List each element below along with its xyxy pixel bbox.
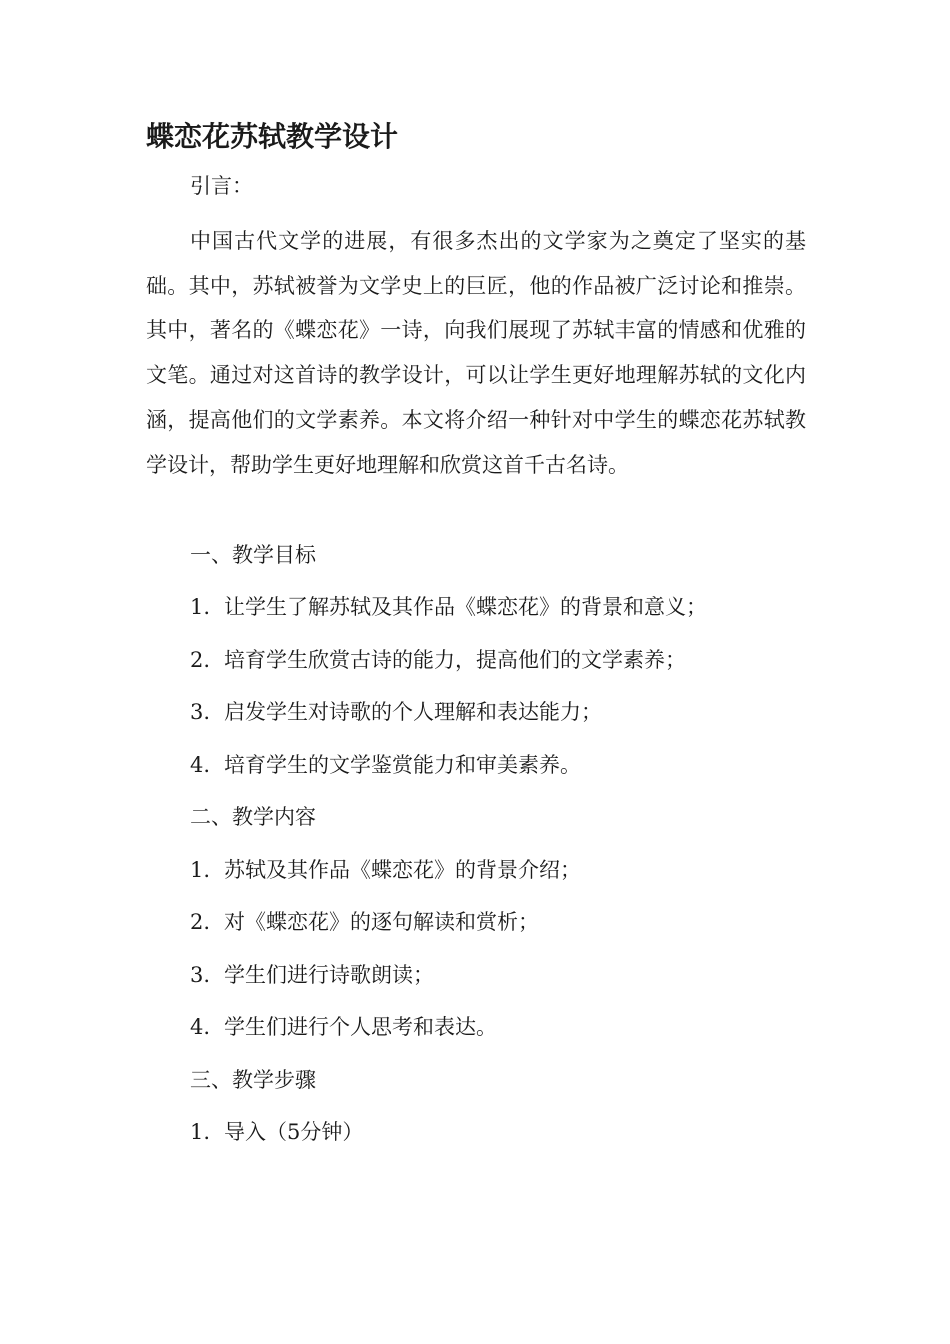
list-item-number: 1. [190, 595, 211, 619]
list-item [190, 645, 686, 675]
intro-label: 引言： [190, 174, 253, 198]
list-item-number: 1. [190, 858, 211, 882]
list-item-number: 3. [190, 700, 211, 724]
list-item-text: 培育学生欣赏古诗的能力，提高他们的文学素养； [224, 648, 686, 672]
list-item [190, 855, 581, 885]
list-item-text: 培育学生的文学鉴赏能力和审美素养。 [224, 753, 581, 777]
page-title: 蝶恋花苏轼教学设计 [146, 120, 399, 153]
list-item-text: 启发学生对诗歌的个人理解和表达能力； [224, 700, 602, 724]
list-item [190, 907, 539, 937]
list-item [190, 960, 434, 990]
list-item-number: 1. [190, 1120, 211, 1144]
section-heading-steps: 三、教学步骤 [190, 1068, 316, 1092]
list-item [190, 697, 602, 727]
list-item [190, 750, 581, 780]
section-heading-objectives: 一、教学目标 [190, 543, 316, 567]
list-item-number: 3. [190, 963, 211, 987]
list-item [190, 592, 707, 622]
list-item-text: 导入（5分钟） [224, 1120, 364, 1144]
list-item-text: 苏轼及其作品《蝶恋花》的背景介绍； [224, 858, 581, 882]
list-item [190, 1012, 497, 1042]
list-item-text: 让学生了解苏轼及其作品《蝶恋花》的背景和意义； [224, 595, 707, 619]
list-item-text: 学生们进行诗歌朗读； [224, 963, 434, 987]
list-item-number: 2. [190, 648, 211, 672]
list-item-number: 4. [190, 1015, 211, 1039]
intro-paragraph: 中国古代文学的进展，有很多杰出的文学家为之奠定了坚实的基础。其中，苏轼被誉为文学史上的巨匠，他的作品被广泛讨论和推崇。其中，著名的《蝶恋花》一诗，向我们展现了苏轼丰富的情感和优雅的文笔。通过对这首诗的教学设计，可以让学生更好地理解苏轼的文化内涵，提高他们的文学素养。本文将介绍一种针对中学生的蝶恋花苏轼教学设计，帮助学生更好地理解和欣赏这首千古名诗。 [146, 229, 806, 477]
list-item-number: 2. [190, 910, 211, 934]
section-heading-content: 二、教学内容 [190, 805, 316, 829]
list-item-text: 学生们进行个人思考和表达。 [224, 1015, 497, 1039]
list-item [190, 1117, 363, 1147]
list-item-number: 4. [190, 753, 211, 777]
list-item-text: 对《蝶恋花》的逐句解读和赏析； [224, 910, 539, 934]
